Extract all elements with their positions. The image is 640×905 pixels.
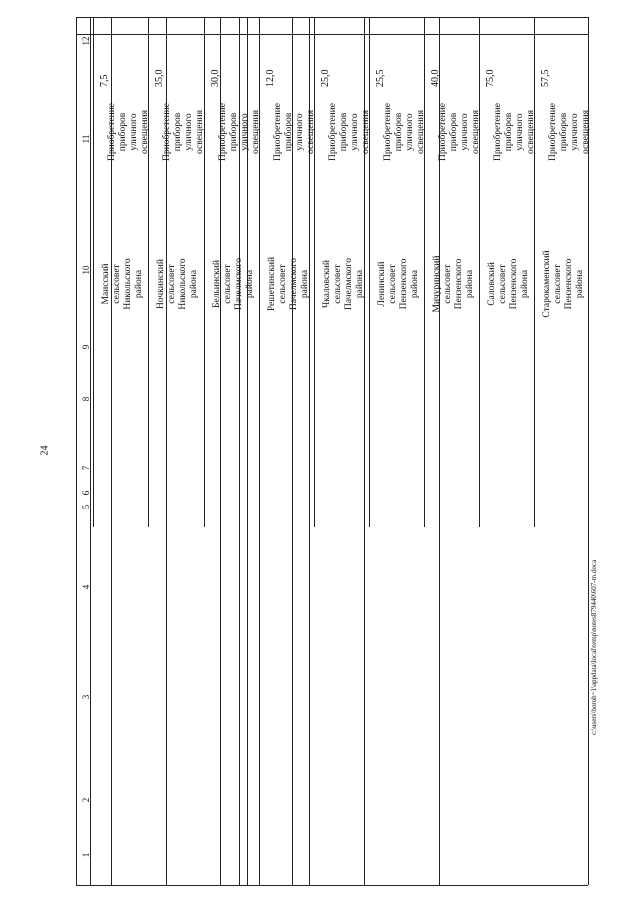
purpose-cell: Приобретение приборов уличного освещения [493, 103, 536, 161]
footer-file-path: c:\users\boroh~1\appdata\local\temp\notes879440\607-m.doca [590, 559, 598, 735]
row-rule [314, 17, 315, 527]
purpose-cell: Приобретение приборов уличного освещения [438, 103, 481, 161]
row-rule [148, 17, 149, 527]
purpose-cell: Приобретение приборов уличного освещения [273, 103, 316, 161]
amount-cell: 25,5 [375, 69, 386, 87]
locality-cell: Решетинский сельсовет Пачелмского района [267, 256, 310, 312]
column-header-1: 1 [81, 852, 91, 858]
amount-cell: 7,5 [99, 74, 110, 87]
column-header-2: 2 [81, 797, 91, 803]
column-header-5: 5 [81, 504, 91, 510]
column-header-12: 12 [81, 36, 91, 46]
column-header-3: 3 [81, 694, 91, 700]
amount-cell: 57,5 [540, 69, 551, 87]
rotated-table [76, 17, 591, 885]
amount-cell: 12,0 [265, 69, 276, 87]
amount-cell: 25,0 [320, 69, 331, 87]
purpose-cell: Приобретение приборов уличного освещения [328, 103, 371, 161]
purpose-cell: Приобретение приборов уличного освещения [548, 103, 591, 161]
row-rule [204, 17, 205, 527]
row-rule [93, 17, 94, 527]
amount-cell: 40,0 [430, 69, 441, 87]
column-header-11: 11 [81, 134, 91, 144]
header-rule [76, 34, 588, 35]
purpose-cell: Приобретение приборов уличного освещения [218, 103, 261, 161]
column-rule [76, 17, 77, 885]
purpose-cell: Приобретение приборов уличного освещения [107, 103, 150, 161]
row-rule [369, 17, 370, 527]
row-rule [479, 17, 480, 527]
header-rule [76, 885, 588, 886]
column-header-10: 10 [81, 265, 91, 275]
page-number: 24 [39, 445, 51, 456]
locality-cell: Чкаловский сельсовет Пачелмского района [322, 258, 365, 310]
locality-cell: Ленинский сельсовет Пензенского района [377, 258, 420, 310]
amount-cell: 75,0 [485, 69, 496, 87]
amount-cell: 30,0 [210, 69, 221, 87]
locality-cell: Старокаменский сельсовет Пензенского района [542, 250, 585, 318]
purpose-cell: Приобретение приборов уличного освещения [383, 103, 426, 161]
locality-cell: Мичуринский сельсовет Пензенского района [432, 255, 475, 313]
row-rule [259, 17, 260, 527]
column-header-7: 7 [81, 465, 91, 471]
column-header-8: 8 [81, 396, 91, 402]
row-rule [534, 17, 535, 527]
column-header-6: 6 [81, 490, 91, 496]
locality-cell: Ночкинский сельсовет Никольского района [156, 258, 199, 310]
purpose-cell: Приобретение приборов уличного освещения [162, 103, 205, 161]
locality-cell: Маисский сельсовет Никольского района [101, 258, 144, 310]
column-header-9: 9 [81, 344, 91, 350]
amount-cell: 35,0 [154, 69, 165, 87]
header-rule [76, 17, 588, 18]
locality-cell: Саловский сельсовет Пензенского района [487, 258, 530, 310]
locality-cell: Бельинский сельсовет Пачелмского района [212, 258, 255, 310]
row-rule [424, 17, 425, 527]
column-header-4: 4 [81, 584, 91, 590]
row-rule [588, 17, 589, 527]
